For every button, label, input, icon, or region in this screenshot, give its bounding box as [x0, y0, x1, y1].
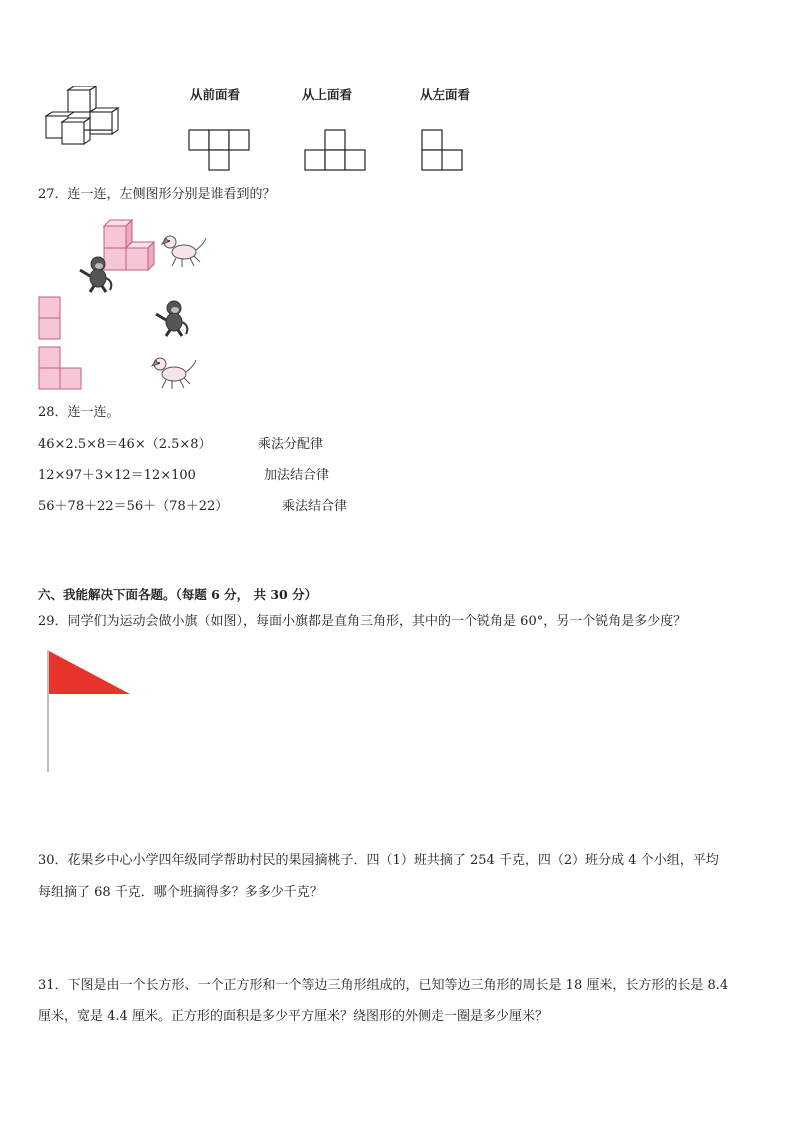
- cube-stack-figure: [42, 86, 128, 156]
- monkey-icon: [76, 254, 116, 294]
- view-label-top: 从上面看: [302, 87, 353, 102]
- q31-line1: 31．下图是由一个长方形、一个正方形和一个等边三角形组成的，已知等边三角形的周长是 18 厘米，长方形的长是 8.4: [38, 978, 729, 993]
- dog-icon: [160, 230, 208, 270]
- q30-line1: 30．花果乡中心小学四年级同学帮助村民的果园摘桃子．四（1）班共摘了 254 千克，四（2）班分成 4 个小组，平均: [38, 853, 719, 868]
- front-view-shape: [188, 128, 250, 174]
- q30-line2: 每组摘了 68 千克．哪个班摘得多？多多少千克？: [38, 885, 323, 900]
- dog-icon: [150, 352, 198, 392]
- q27-question: 27．连一连，左侧图形分别是谁看到的？: [38, 187, 276, 202]
- view-label-front: 从前面看: [190, 87, 241, 102]
- monkey-icon: [152, 298, 192, 338]
- q28-question: 28．连一连。: [38, 405, 120, 420]
- option-shape-l: [38, 346, 84, 390]
- left-view-shape: [420, 128, 464, 174]
- option-shape-vertical: [38, 296, 62, 340]
- equation-3: 56＋78＋22＝56＋（78＋22）: [38, 499, 229, 514]
- equation-2: 12×97＋3×12＝12×100: [38, 468, 196, 483]
- q29-text: 29．同学们为运动会做小旗（如图），每面小旗都是直角三角形，其中的一个锐角是 60°，另一个锐角是多少度？: [38, 614, 687, 629]
- flag-figure: [44, 648, 134, 774]
- section-6-title: 六、我能解决下面各题。（每题 6 分， 共 30 分）: [38, 587, 318, 602]
- top-view-shape: [304, 128, 366, 174]
- law-1: 乘法分配律: [258, 437, 324, 452]
- q31-line2: 厘米，宽是 4.4 厘米。正方形的面积是多少平方厘米？绕图形的外侧走一圈是多少厘米？: [38, 1009, 548, 1024]
- equation-1: 46×2.5×8＝46×（2.5×8）: [38, 437, 212, 452]
- law-3: 乘法结合律: [282, 499, 348, 514]
- view-label-left: 从左面看: [420, 87, 471, 102]
- law-2: 加法结合律: [264, 468, 330, 483]
